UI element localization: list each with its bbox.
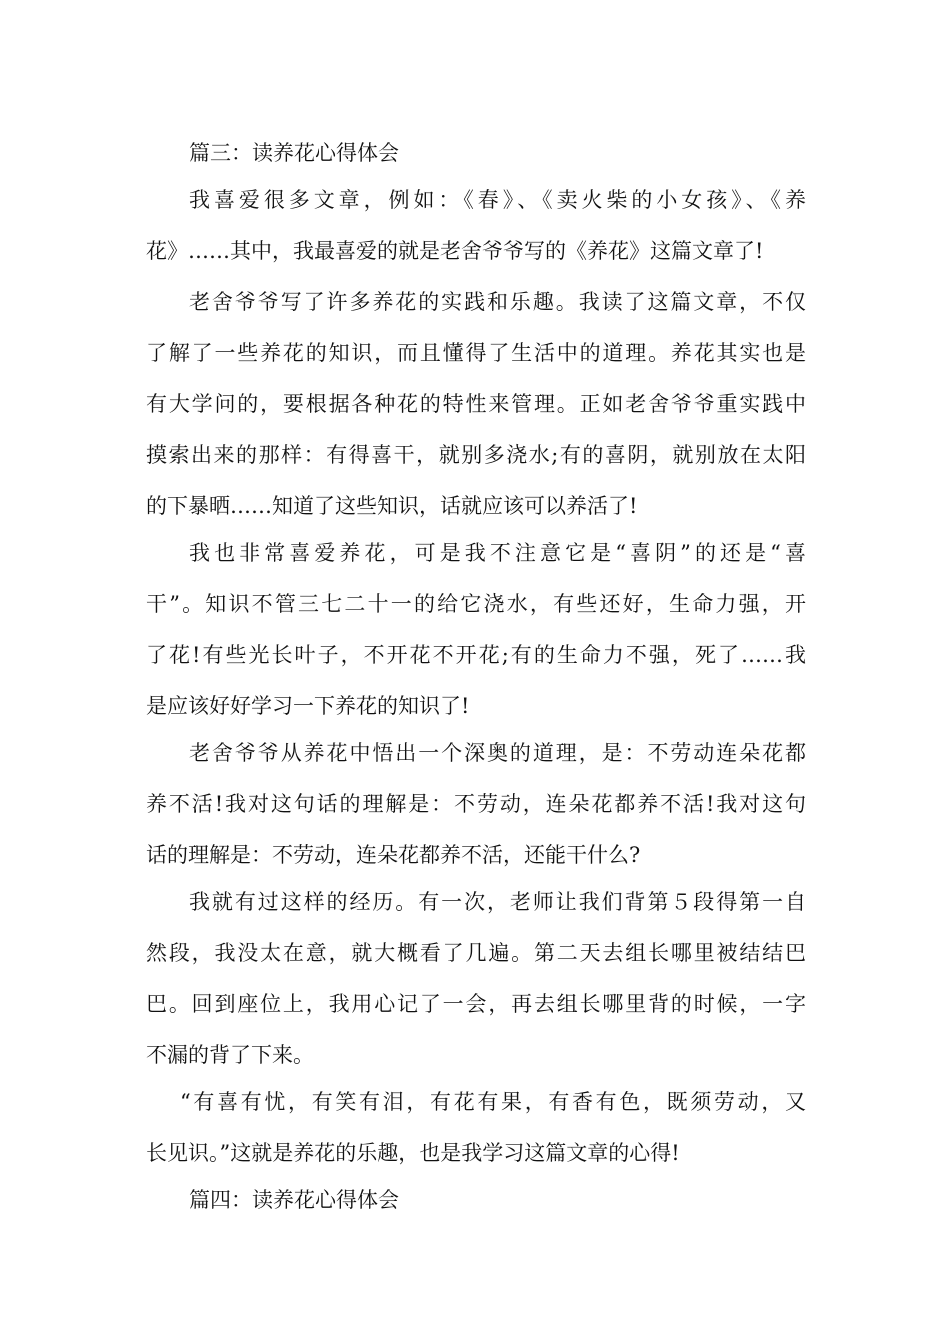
paragraph-line: 摸索出来的那样：有得喜干，就别多浇水;有的喜阴，就别放在太阳 [146,443,806,467]
paragraph-line: 巴。回到座位上，我用心记了一会，再去组长哪里背的时候，一字 [146,992,806,1016]
paragraph-line: 花》……其中，我最喜爱的就是老舍爷爷写的《养花》这篇文章了! [146,239,764,263]
paragraph-line: 话的理解是：不劳动，连朵花都养不活，还能干什么? [146,843,641,867]
paragraph-line: 然段，我没太在意，就大概看了几遍。第二天去组长哪里被结结巴 [146,941,806,965]
paragraph-line: 养不活!我对这句话的理解是：不劳动，连朵花都养不活!我对这句 [146,792,806,816]
paragraph-line: 干”。知识不管三七二十一的给它浇水，有些还好，生命力强，开 [146,592,806,616]
paragraph-line: 有大学问的，要根据各种花的特性来管理。正如老舍爷爷重实践中 [146,392,806,416]
paragraph-line: 我也非常喜爱养花，可是我不注意它是“喜阴”的还是“喜 [189,541,806,565]
section-heading: 篇四：读养花心得体会 [189,1188,399,1212]
paragraph-line: 是应该好好学习一下养花的知识了! [146,694,470,718]
paragraph-line: 不漏的背了下来。 [146,1043,314,1067]
section-heading: 篇三：读养花心得体会 [189,141,399,165]
paragraph-line: “有喜有忧，有笑有泪，有花有果，有香有色，既须劳动，又 [180,1090,806,1114]
paragraph-line: 长见识。”这就是养花的乐趣，也是我学习这篇文章的心得! [146,1141,680,1165]
paragraph-line: 了花!有些光长叶子，不开花不开花;有的生命力不强，死了……我 [146,643,806,667]
paragraph-line: 老舍爷爷从养花中悟出一个深奥的道理，是：不劳动连朵花都 [189,741,806,765]
paragraph-line: 的下暴晒……知道了这些知识，话就应该可以养活了! [146,494,638,518]
paragraph-line: 老舍爷爷写了许多养花的实践和乐趣。我读了这篇文章，不仅 [189,290,806,314]
paragraph-line: 了解了一些养花的知识，而且懂得了生活中的道理。养花其实也是 [146,341,806,365]
paragraph-line: 我就有过这样的经历。有一次，老师让我们背第５段得第一自 [189,890,806,914]
paragraph-line: 我喜爱很多文章，例如：《春》、《卖火柴的小女孩》、《养 [189,188,806,212]
